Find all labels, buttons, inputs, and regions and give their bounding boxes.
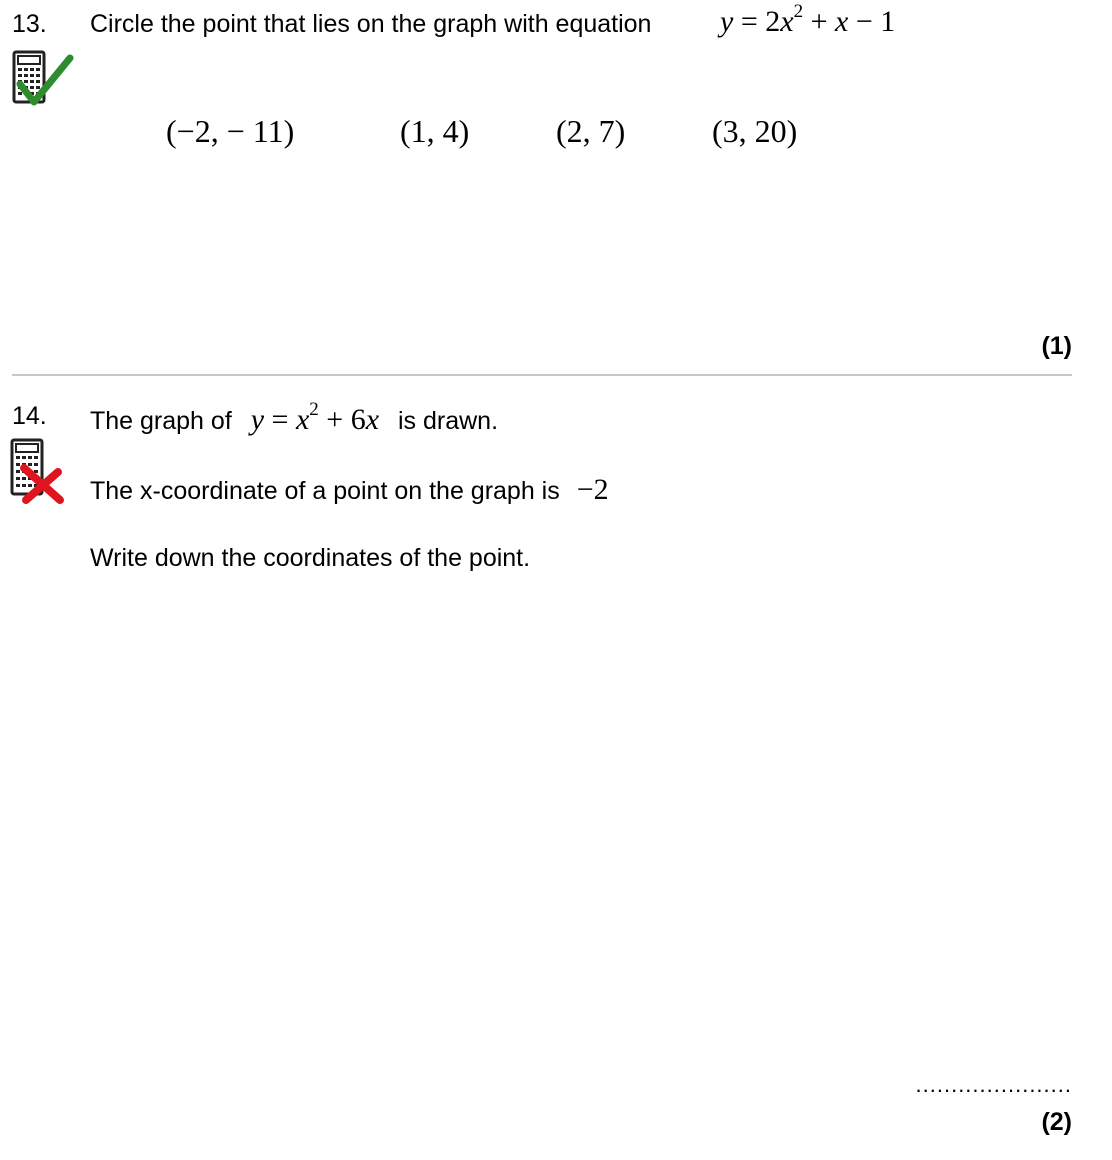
option-2[interactable]: (1, 4) xyxy=(400,113,470,149)
question-14-marks: (2) xyxy=(1041,1108,1072,1136)
question-14-line1 xyxy=(90,399,499,437)
option-3[interactable]: (2, 7) xyxy=(556,113,626,149)
question-14-line2-value: −2 xyxy=(576,473,609,506)
question-14-line1-before: The graph of xyxy=(90,407,232,435)
option-4[interactable]: (3, 20) xyxy=(712,113,798,149)
question-13-marks: (1) xyxy=(1041,332,1072,360)
question-13-prompt: Circle the point that lies on the graph with equation xyxy=(90,10,652,38)
red-cross-icon xyxy=(18,462,66,506)
divider xyxy=(12,374,1072,376)
question-14-line2-text: The x-coordinate of a point on the graph is xyxy=(90,477,560,505)
question-13-number: 13. xyxy=(12,10,47,38)
question-14-line2 xyxy=(90,473,609,507)
question-13-equation: $y = 2x^2 + x - 1$ xyxy=(720,1,896,38)
question-14-number: 14. xyxy=(12,402,47,430)
question-14-equation: $y = x^2 + 6x$ xyxy=(250,399,380,436)
green-check-icon xyxy=(14,52,74,112)
question-14-line1-after: is drawn. xyxy=(398,407,499,435)
option-1[interactable]: (−2, − 11) xyxy=(166,113,295,149)
question-14-line3: Write down the coordinates of the point. xyxy=(90,544,531,572)
answer-line[interactable]: ...................... xyxy=(915,1072,1072,1097)
